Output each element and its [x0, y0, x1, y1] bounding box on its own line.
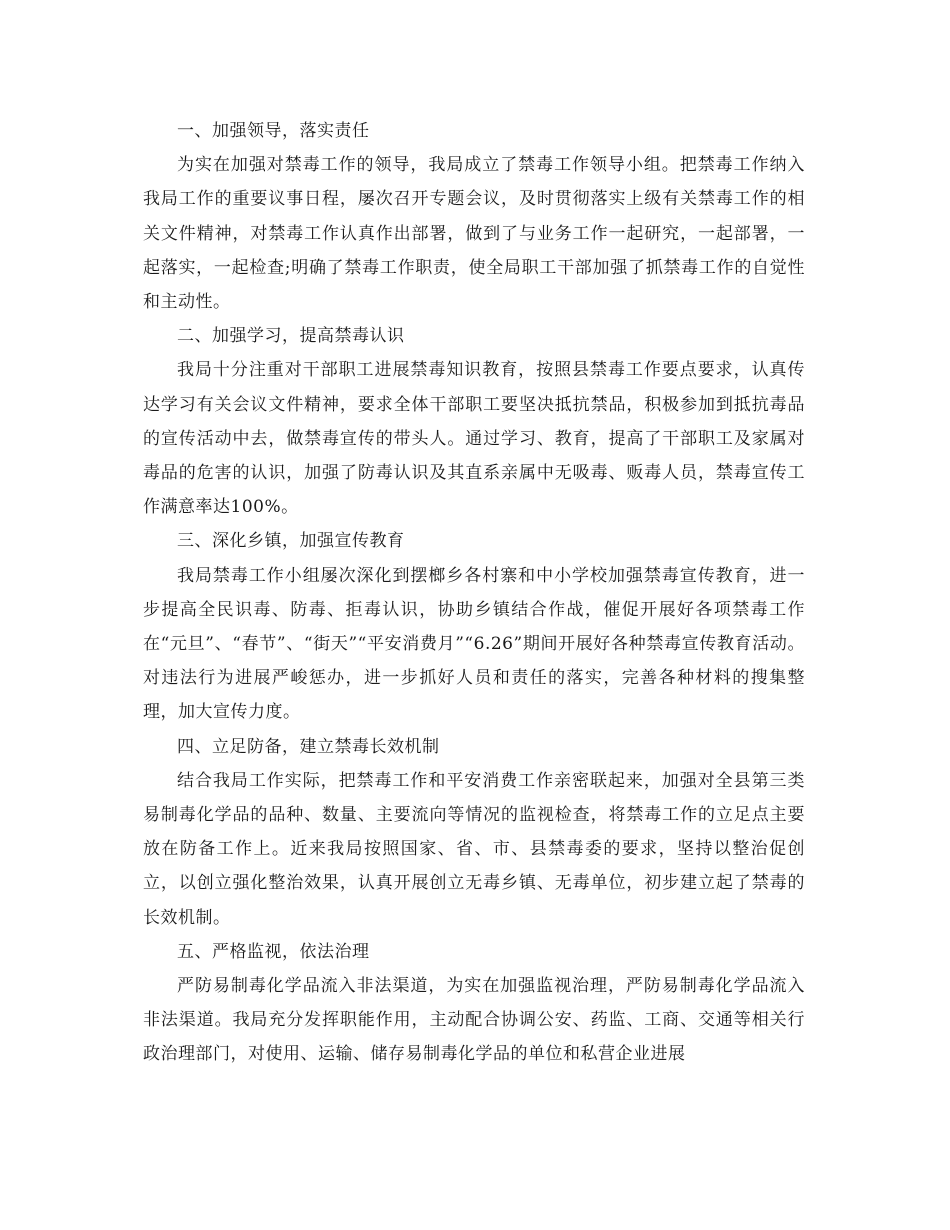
section-paragraph-4: 结合我局工作实际，把禁毒工作和平安消费工作亲密联起来，加强对全县第三类易制毒化学品的品种、数量、主要流向等情况的监视检查，将禁毒工作的立足点主要放在防备工作上。近来我局按照国家、省、市、县禁毒委的要求，坚持以整治促创立，以创立强化整治效果，认真开展创立无毒乡镇、无毒单位，初步建立起了禁毒的长效机制。 — [143, 770, 805, 928]
section-heading-1: 一、加强领导，落实责任 — [177, 121, 370, 141]
section-paragraph-2: 我局十分注重对干部职工进展禁毒知识教育，按照县禁毒工作要点要求，认真传达学习有关会议文件精神，要求全体干部职工要坚决抵抗禁品，积极参加到抵抗毒品的宣传活动中去，做禁毒宣传的带头人。通过学习、教育，提高了干部职工及家属对毒品的危害的认识，加强了防毒认识及其直系亲属中无吸毒、贩毒人员，禁毒宣传工作满意率达100%。 — [143, 360, 805, 518]
section-paragraph-1: 为实在加强对禁毒工作的领导，我局成立了禁毒工作领导小组。把禁毒工作纳入我局工作的重要议事日程，屡次召开专题会议，及时贯彻落实上级有关禁毒工作的相关文件精神，对禁毒工作认真作出部署，做到了与业务工作一起研究，一起部署，一起落实，一起检查;明确了禁毒工作职责，使全局职工干部加强了抓禁毒工作的自觉性和主动性。 — [143, 155, 805, 313]
section-paragraph-3: 我局禁毒工作小组屡次深化到摆榔乡各村寨和中小学校加强禁毒宣传教育，进一步提高全民识毒、防毒、拒毒认识，协助乡镇结合作战，催促开展好各项禁毒工作在“元旦”、“春节”、“街天”“平安消费月”“6.26”期间开展好各种禁毒宣传教育活动。对违法行为进展严峻惩办，进一步抓好人员和责任的落实，完善各种材料的搜集整理，加大宣传力度。 — [143, 565, 805, 723]
section-heading-5: 五、严格监视，依法治理 — [177, 941, 370, 962]
section-heading-2: 二、加强学习，提高禁毒认识 — [177, 326, 405, 347]
section-heading-4: 四、立足防备，建立禁毒长效机制 — [177, 736, 440, 757]
section-heading-3: 三、深化乡镇，加强宣传教育 — [177, 531, 405, 552]
section-paragraph-5: 严防易制毒化学品流入非法渠道，为实在加强监视治理，严防易制毒化学品流入非法渠道。我局充分发挥职能作用，主动配合协调公安、药监、工商、交通等相关行政治理部门，对使用、运输、储存易制毒化学品的单位和私营企业进展 — [143, 976, 805, 1065]
document-body — [143, 114, 805, 1072]
